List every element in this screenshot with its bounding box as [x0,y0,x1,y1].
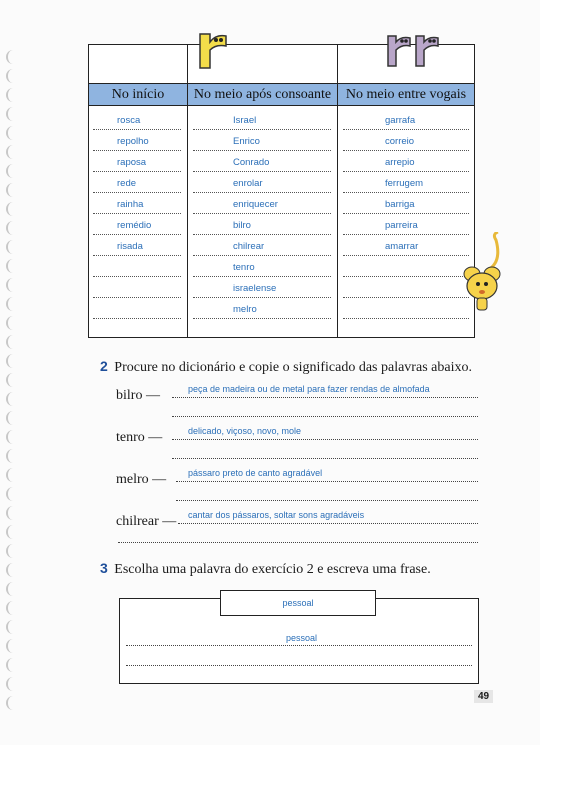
definition-row-melro [116,468,478,508]
definition-row-tenro [116,426,478,466]
question-number: 2 [100,358,108,374]
definition-word: melro — [116,472,167,487]
word-table [88,44,475,338]
definition-answer: cantar dos pássaros, soltar sons agradáveis [188,510,365,520]
word-cell: israelense [193,277,331,298]
header-no-inicio: No início [89,84,188,105]
sentence-answer: pessoal [286,633,318,643]
word-cell [93,256,181,277]
word-cell: chilrear [193,235,331,256]
definition-row-bilro [116,384,478,424]
word-cell: enriquecer [193,193,331,214]
definition-word: bilro — [116,388,160,403]
header-apos-consoante: No meio após consoante [188,84,338,105]
word-cell: rainha [93,193,181,214]
letter-r-mascot-icon [194,28,234,74]
word-cell: raposa [93,151,181,172]
word-cell: Israel [193,109,331,130]
column-entre-vogais [343,109,469,319]
question-number: 3 [100,560,108,576]
word-cell: garrafa [343,109,469,130]
word-cell [343,277,469,298]
word-cell: repolho [93,130,181,151]
question-text: Escolha uma palavra do exercício 2 e escreva uma frase. [114,562,431,577]
word-cell: rede [93,172,181,193]
question-text: Procure no dicionário e copie o significado das palavras abaixo. [114,360,472,375]
word-cell: barriga [343,193,469,214]
definition-row-chilrear [116,510,478,550]
word-cell: Conrado [193,151,331,172]
word-cell: arrepio [343,151,469,172]
word-cell: melro [193,298,331,319]
chosen-word-box[interactable]: pessoal [220,590,376,616]
column-apos-consoante [193,109,331,319]
word-cell: enrolar [193,172,331,193]
definition-answer: delicado, viçoso, novo, mole [188,426,302,436]
mouse-mascot-icon [462,232,508,318]
word-cell: tenro [193,256,331,277]
word-cell: risada [93,235,181,256]
table-header-row [89,83,474,106]
definition-word: chilrear — [116,514,177,529]
spiral-binding [6,50,24,730]
word-cell: correio [343,130,469,151]
word-cell: ferrugem [343,172,469,193]
word-cell [343,256,469,277]
word-cell: amarrar [343,235,469,256]
word-cell [93,298,181,319]
word-cell: remédio [93,214,181,235]
definition-answer: peça de madeira ou de metal para fazer rendas de almofada [188,384,430,394]
column-no-inicio [93,109,181,319]
word-cell: bilro [193,214,331,235]
word-cell [343,298,469,319]
word-cell: parreira [343,214,469,235]
definition-word: tenro — [116,430,163,445]
word-cell: rosca [93,109,181,130]
question-3-prompt [100,560,431,578]
word-cell [93,277,181,298]
definition-answer: pássaro preto de canto agradável [188,468,323,478]
question-2-prompt [100,358,472,376]
word-cell: Enrico [193,130,331,151]
letters-rr-mascot-icon [384,28,446,72]
header-entre-vogais: No meio entre vogais [345,86,467,102]
page-number: 49 [474,690,493,703]
